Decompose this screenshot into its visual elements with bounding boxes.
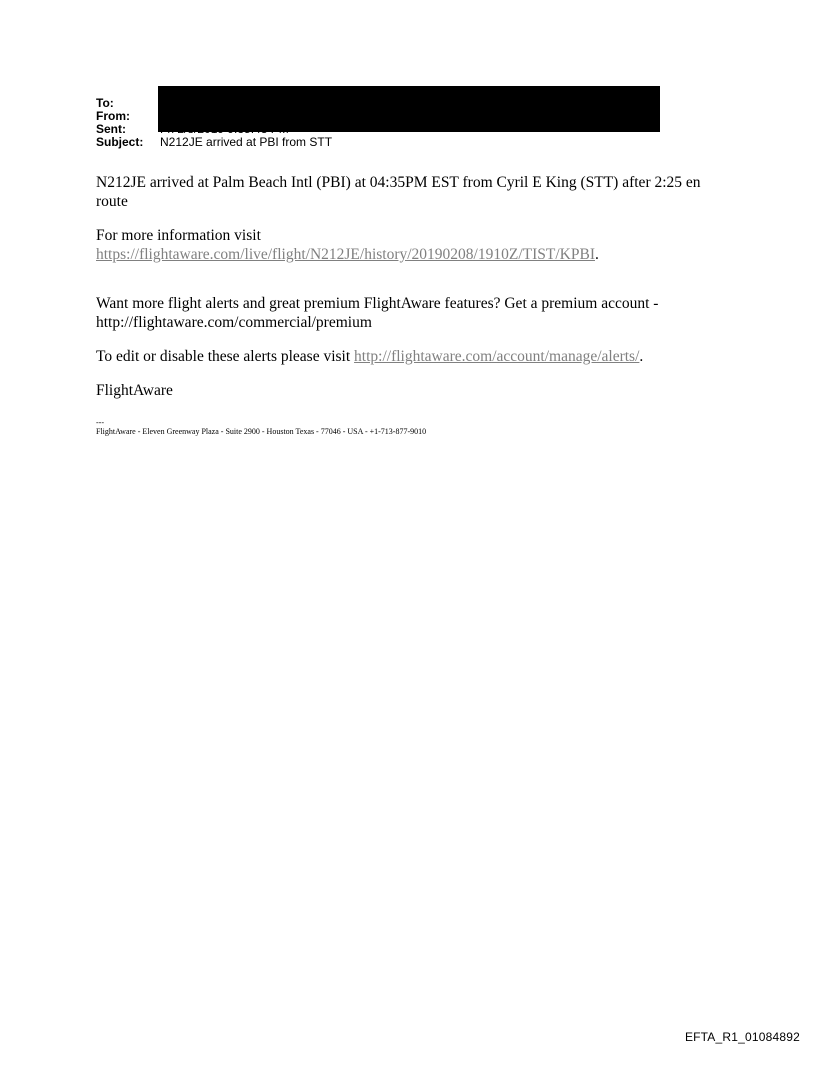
subject-row bbox=[96, 136, 332, 149]
signature: FlightAware bbox=[96, 382, 173, 399]
from-label: From: bbox=[96, 109, 130, 123]
sent-label: Sent: bbox=[96, 122, 126, 136]
edit-alerts-paragraph bbox=[96, 347, 736, 366]
more-info-text: For more information visit bbox=[96, 227, 261, 244]
subject-label: Subject: bbox=[96, 135, 144, 149]
subject-value: N212JE arrived at PBI from STT bbox=[160, 135, 333, 149]
email-body bbox=[96, 173, 736, 437]
more-info-period: . bbox=[594, 246, 599, 263]
redaction-block bbox=[158, 86, 660, 132]
to-label: To: bbox=[96, 96, 114, 110]
more-info-paragraph bbox=[96, 226, 736, 264]
manage-alerts-link[interactable]: http://flightaware.com/account/manage/alerts/ bbox=[354, 348, 640, 365]
document-id: EFTA_R1_01084892 bbox=[684, 1030, 800, 1044]
edit-text: To edit or disable these alerts please visit bbox=[96, 348, 355, 365]
arrival-text: N212JE arrived at Palm Beach Intl (PBI) at 04:35PM EST from Cyril E King (STT) after 2:25 en route bbox=[96, 174, 701, 210]
edit-period: . bbox=[639, 348, 644, 365]
flight-history-link[interactable]: https://flightaware.com/live/flight/N212JE/history/20190208/1910Z/TIST/KPBI bbox=[96, 246, 595, 263]
premium-text: Want more flight alerts and great premium FlightAware features? Get a premium account - http://flightaware.com/commercial/premium bbox=[96, 295, 659, 331]
footer-address: FlightAware - Eleven Greenway Plaza - Suite 2900 - Houston Texas - 77046 - USA - +1-713-877-9010 bbox=[96, 427, 427, 436]
footer-dash: --- bbox=[96, 418, 104, 427]
